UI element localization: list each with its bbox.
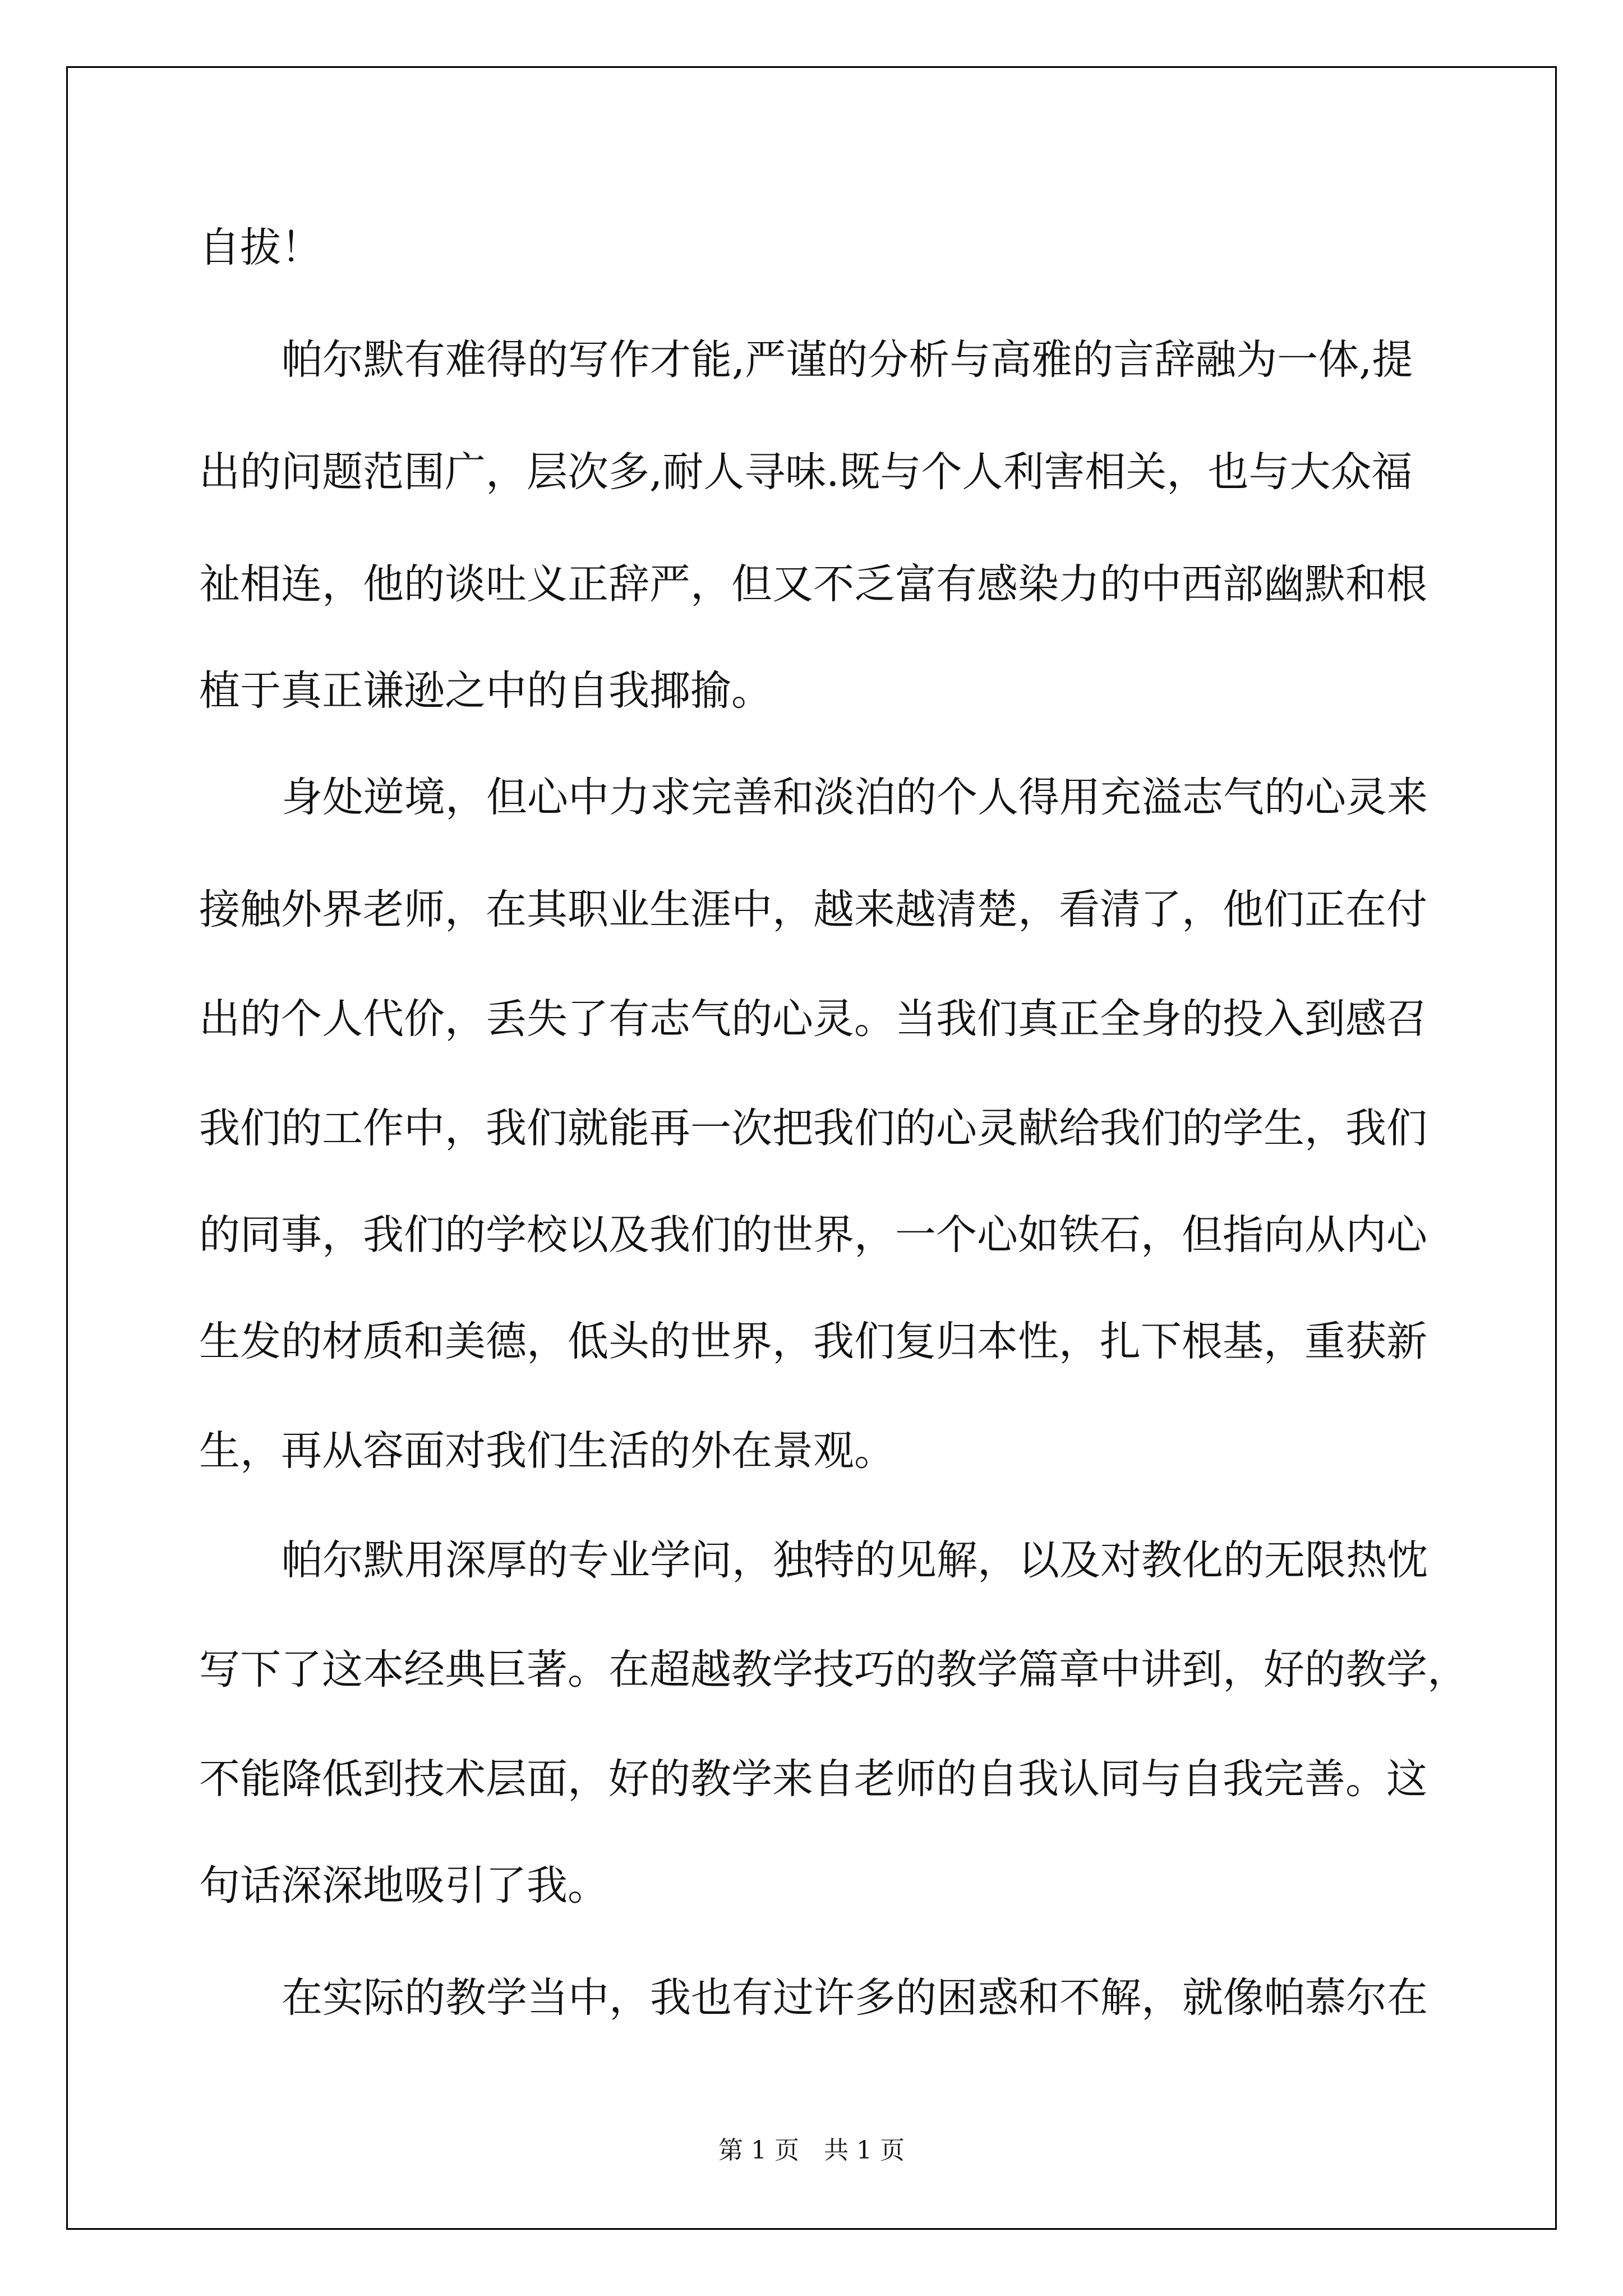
text-line: 写下了这本经典巨著。在超越教学技巧的教学篇章中讲到，好的教学，: [199, 1646, 1468, 1694]
text-line: 我们的工作中，我们就能再一次把我们的心灵献给我们的学生，我们: [199, 1105, 1427, 1152]
text-line: 植于真正谦逊之中的自我揶揄。: [199, 667, 772, 715]
text-line: 祉相连，他的谈吐义正辞严，但又不乏富有感染力的中西部幽默和根: [199, 560, 1427, 608]
paragraph-first-line: 帕尔默有难得的写作才能,严谨的分析与高雅的言辞融为一体,提: [282, 336, 1413, 384]
text-line: 不能降低到技术层面，好的教学来自老师的自我认同与自我完善。这: [199, 1755, 1427, 1803]
paragraph-first-line: 在实际的教学当中，我也有过许多的困惑和不解，就像帕慕尔在: [282, 1974, 1428, 2022]
paragraph-first-line: 身处逆境，但心中力求完善和淡泊的个人得用充溢志气的心灵来: [282, 774, 1428, 821]
text-line: 接触外界老师，在其职业生涯中，越来越清楚，看清了，他们正在付: [199, 886, 1427, 933]
paragraph-first-line: 帕尔默用深厚的专业学问，独特的见解，以及对教化的无限热忱: [282, 1536, 1428, 1584]
text-line: 句话深深地吸引了我。: [199, 1862, 608, 1910]
text-line: 自拔！: [199, 224, 322, 272]
text-line: 出的个人代价，丢失了有志气的心灵。当我们真正全身的投入到感召: [199, 995, 1427, 1043]
text-line: 生发的材质和美德，低头的世界，我们复归本性，扎下根基，重获新: [199, 1318, 1427, 1365]
page-footer: 第 1 页 共 1 页: [718, 2136, 905, 2165]
text-line: 生，再从容面对我们生活的外在景观。: [199, 1427, 895, 1475]
text-line: 出的问题范围广，层次多,耐人寻味.既与个人利害相关，也与大众福: [199, 448, 1413, 496]
text-line: 的同事，我们的学校以及我们的世界，一个心如铁石，但指向从内心: [199, 1211, 1427, 1259]
